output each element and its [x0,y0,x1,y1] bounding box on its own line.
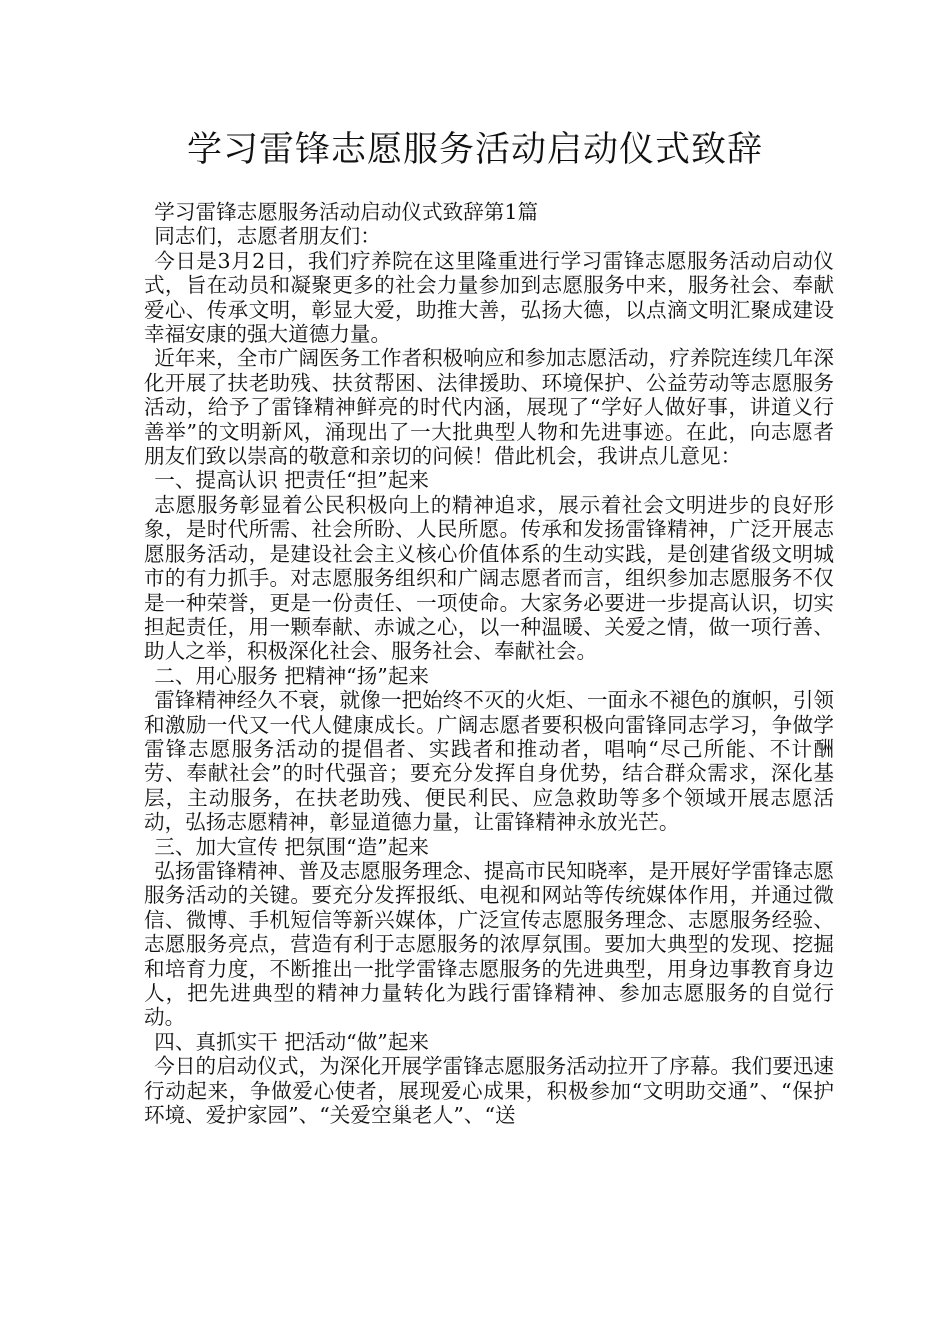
section-paragraph: 雷锋精神经久不衰，就像一把始终不灭的火炬、一面永不褪色的旗帜，引领和激励一代又一代人健康成长。广阔志愿者要积极向雷锋同志学习，争做学雷锋志愿服务活动的提倡者、实践者和推动者，唱响“尽己所能、不计酬劳、奉献社会”的时代强音；要充分发挥自身优势，结合群众需求，深化基层，主动服务，在扶老助残、便民利民、应急救助等多个领域开展志愿活动，弘扬志愿精神，彰显道德力量，让雷锋精神永放光芒。 [144,688,834,835]
paragraph: 近年来，全市广阔医务工作者积极响应和参加志愿活动，疗养院连续几年深化开展了扶老助残、扶贫帮困、法律援助、环境保护、公益劳动等志愿服务活动，给予了雷锋精神鲜亮的时代内涵，展现了“学好人做好事，讲道义行善举”的文明新风，涌现出了一大批典型人物和先进事迹。在此，向志愿者朋友们致以崇高的敬意和亲切的问候！借此机会，我讲点儿意见： [144,346,834,469]
greeting: 同志们，志愿者朋友们： [154,224,381,249]
section-heading: 三、加大宣传 把氛围“造”起来 [154,834,430,859]
section-paragraph: 志愿服务彰显着公民积极向上的精神追求，展示着社会文明进步的良好形象，是时代所需、社会所盼、人民所愿。传承和发扬雷锋精神，广泛开展志愿服务活动，是建设社会主义核心价值体系的生动实践，是创建省级文明城市的有力抓手。对志愿服务组织和广阔志愿者而言，组织参加志愿服务不仅是一种荣誉，更是一份责任、一项使命。大家务必要进一步提高认识，切实担起责任，用一颗奉献、赤诚之心，以一种温暖、关爱之情，做一项行善、助人之举，积极深化社会、服务社会、奉献社会。 [144,492,834,664]
section-heading: 二、用心服务 把精神“扬”起来 [154,663,430,688]
section-paragraph: 今日的启动仪式，为深化开展学雷锋志愿服务活动拉开了序幕。我们要迅速行动起来，争做爱心使者，展现爱心成果，积极参加“文明助交通”、“保护环境、爱护家园”、“关爱空巢老人”、“送 [144,1054,834,1128]
section-paragraph: 弘扬雷锋精神、普及志愿服务理念、提高市民知晓率，是开展好学雷锋志愿服务活动的关键。要充分发挥报纸、电视和网站等传统媒体作用，并通过微信、微博、手机短信等新兴媒体，广泛宣传志愿服务理念、志愿服务经验、志愿服务亮点，营造有利于志愿服务的浓厚氛围。要加大典型的发现、挖掘和培育力度，不断推出一批学雷锋志愿服务的先进典型，用身边事教育身边人，把先进典型的精神力量转化为践行雷锋精神、参加志愿服务的自觉行动。 [144,858,834,1030]
document-subtitle: 学习雷锋志愿服务活动启动仪式致辞第1篇 [154,200,539,224]
paragraph: 今日是3月2日，我们疗养院在这里隆重进行学习雷锋志愿服务活动启动仪式，旨在动员和凝聚更多的社会力量参加到志愿服务中来，服务社会、奉献爱心、传承文明，彰显大爱，助推大善，弘扬大德，以点滴文明汇聚成建设幸福安康的强大道德力量。 [144,248,834,347]
document-title: 学习雷锋志愿服务活动启动仪式致辞 [186,130,763,170]
section-heading: 一、提高认识 把责任“担”起来 [154,468,430,493]
document-body [144,200,834,1127]
section-heading: 四、真抓实干 把活动“做”起来 [154,1029,430,1054]
